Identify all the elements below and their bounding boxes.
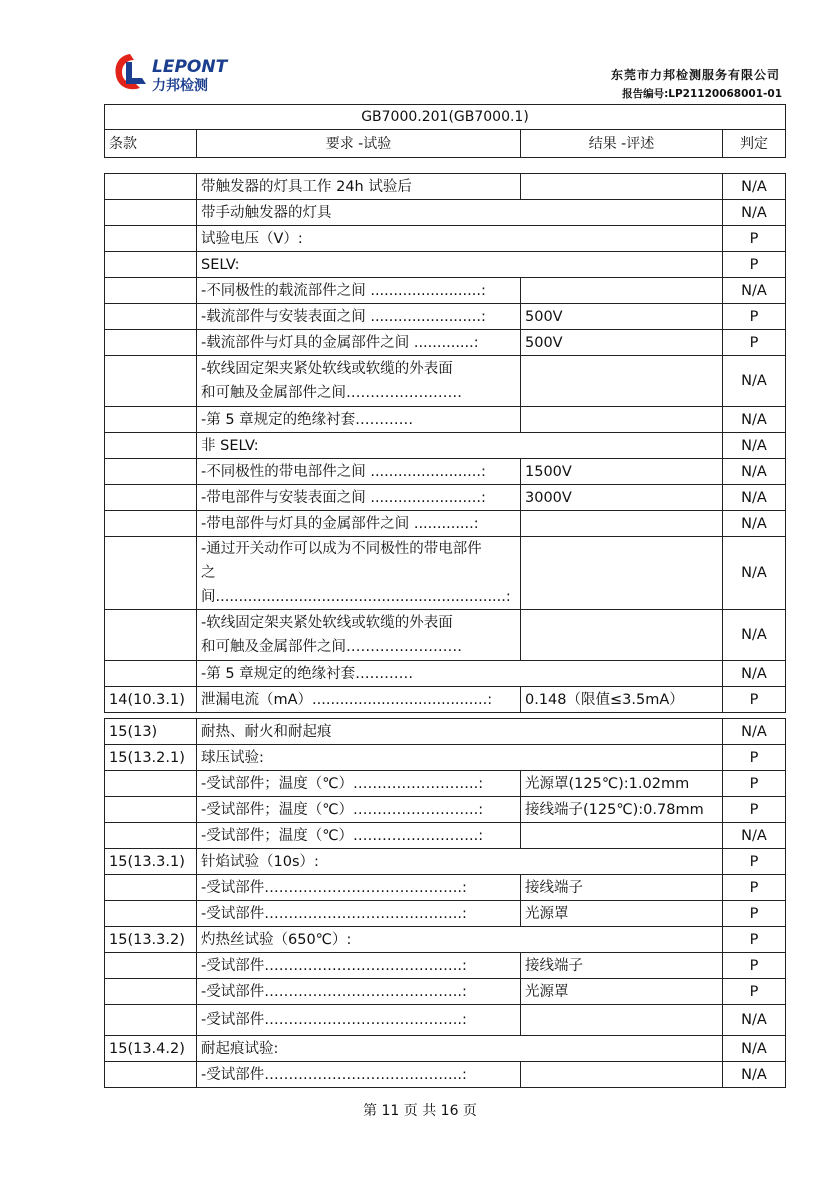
requirement-cell: SELV: — [197, 252, 723, 278]
verdict-cell: P — [723, 745, 786, 771]
requirement-cell: -不同极性的带电部件之间 ........................: — [197, 459, 521, 485]
result-cell — [521, 511, 723, 537]
verdict-cell: N/A — [723, 407, 786, 433]
test-table-2 — [104, 718, 786, 1088]
result-cell: 光源罩 — [521, 901, 723, 927]
clause-cell — [105, 1062, 197, 1088]
verdict-cell: N/A — [723, 174, 786, 200]
requirement-cell: 灼热丝试验（650℃）: — [197, 927, 723, 953]
requirement-line: -软线固定架夹紧处软线或软缆的外表面 — [201, 361, 453, 377]
clause-cell — [105, 304, 197, 330]
table-row — [105, 200, 786, 226]
clause-cell — [105, 459, 197, 485]
verdict-cell: N/A — [723, 278, 786, 304]
requirement-line: 和可触及金属部件之间…………………… — [201, 639, 462, 655]
verdict-cell: N/A — [723, 719, 786, 745]
requirement-line: 和可触及金属部件之间…………………… — [201, 385, 462, 401]
table-row — [105, 687, 786, 713]
requirement-cell: 带手动触发器的灯具 — [197, 200, 723, 226]
clause-cell — [105, 610, 197, 661]
clause-cell: 14(10.3.1) — [105, 687, 197, 713]
table-row — [105, 485, 786, 511]
requirement-cell: -受试部件…………………………………..: — [197, 979, 521, 1005]
table-row — [105, 953, 786, 979]
requirement-cell: -带电部件与安装表面之间 ........................: — [197, 485, 521, 511]
result-cell: 500V — [521, 304, 723, 330]
verdict-cell: P — [723, 953, 786, 979]
verdict-cell: P — [723, 226, 786, 252]
standard-title: GB7000.201(GB7000.1) — [105, 105, 786, 130]
clause-cell — [105, 1005, 197, 1036]
requirement-cell: -载流部件与安装表面之间 ........................: — [197, 304, 521, 330]
table-row — [105, 927, 786, 953]
requirement-cell: -受试部件…………………………………..: — [197, 953, 521, 979]
clause-cell — [105, 252, 197, 278]
clause-cell — [105, 823, 197, 849]
col-verdict: 判定 — [723, 130, 786, 158]
requirement-cell: 试验电压（V）: — [197, 226, 723, 252]
result-cell — [521, 823, 723, 849]
verdict-cell: P — [723, 252, 786, 278]
clause-cell: 15(13) — [105, 719, 197, 745]
requirement-cell: 泄漏电流（mA）......................................: — [197, 687, 521, 713]
table-row — [105, 433, 786, 459]
result-cell: 接线端子(125℃):0.78mm — [521, 797, 723, 823]
clause-cell: 15(13.2.1) — [105, 745, 197, 771]
clause-cell — [105, 979, 197, 1005]
result-cell — [521, 278, 723, 304]
header-table — [104, 104, 786, 158]
requirement-cell: 非 SELV: — [197, 433, 723, 459]
verdict-cell: N/A — [723, 1036, 786, 1062]
table-row — [105, 745, 786, 771]
table-row — [105, 1005, 786, 1036]
table-row — [105, 979, 786, 1005]
clause-cell — [105, 356, 197, 407]
company-name: 东莞市力邦检测服务有限公司 — [610, 68, 780, 82]
table-row — [105, 1036, 786, 1062]
result-cell — [521, 1005, 723, 1036]
requirement-cell: -不同极性的载流部件之间 ........................: — [197, 278, 521, 304]
clause-cell — [105, 174, 197, 200]
col-requirement: 要求 -试验 — [197, 130, 521, 158]
result-cell: 光源罩(125℃):1.02mm — [521, 771, 723, 797]
verdict-cell: N/A — [723, 823, 786, 849]
verdict-cell: N/A — [723, 610, 786, 661]
requirement-cell: -带电部件与灯具的金属部件之间 .............: — [197, 511, 521, 537]
result-cell: 500V — [521, 330, 723, 356]
verdict-cell: P — [723, 875, 786, 901]
result-cell: 1500V — [521, 459, 723, 485]
table-row — [105, 719, 786, 745]
requirement-cell: -受试部件…………………………………..: — [197, 875, 521, 901]
clause-cell — [105, 901, 197, 927]
page-footer: 第 11 页 共 16 页 — [363, 1103, 477, 1119]
clause-cell — [105, 278, 197, 304]
result-cell: 接线端子 — [521, 953, 723, 979]
result-cell: 接线端子 — [521, 875, 723, 901]
requirement-cell: 带触发器的灯具工作 24h 试验后 — [197, 174, 521, 200]
result-cell — [521, 1062, 723, 1088]
clause-cell: 15(13.3.1) — [105, 849, 197, 875]
clause-cell — [105, 200, 197, 226]
logo-text: LEPONT — [152, 57, 228, 77]
result-cell: 光源罩 — [521, 979, 723, 1005]
clause-cell — [105, 407, 197, 433]
verdict-cell: P — [723, 927, 786, 953]
clause-cell: 15(13.4.2) — [105, 1036, 197, 1062]
result-cell — [521, 537, 723, 610]
table-row — [105, 356, 786, 407]
requirement-line: 之间...............................................................: — [201, 565, 511, 605]
table-row — [105, 771, 786, 797]
clause-cell — [105, 771, 197, 797]
table-row — [105, 407, 786, 433]
table-row — [105, 174, 786, 200]
verdict-cell: P — [723, 797, 786, 823]
requirement-cell: -受试部件…………………………………..: — [197, 1005, 521, 1036]
table-row — [105, 849, 786, 875]
table-row — [105, 537, 786, 610]
verdict-cell: P — [723, 330, 786, 356]
requirement-cell: 针焰试验（10s）: — [197, 849, 723, 875]
table-row — [105, 875, 786, 901]
requirement-cell — [197, 610, 521, 661]
clause-cell — [105, 226, 197, 252]
verdict-cell: P — [723, 849, 786, 875]
table-row — [105, 1062, 786, 1088]
col-clause: 条款 — [105, 130, 197, 158]
requirement-cell: 球压试验: — [197, 745, 723, 771]
verdict-cell: N/A — [723, 1005, 786, 1036]
test-table-1 — [104, 173, 786, 713]
clause-cell: 15(13.3.2) — [105, 927, 197, 953]
table-row — [105, 226, 786, 252]
requirement-cell: 耐起痕试验: — [197, 1036, 723, 1062]
table-row — [105, 823, 786, 849]
verdict-cell: N/A — [723, 661, 786, 687]
requirement-cell: -受试部件…………………………………..: — [197, 901, 521, 927]
result-cell — [521, 174, 723, 200]
table-row — [105, 901, 786, 927]
requirement-cell: -受试部件；温度（℃）……………………..: — [197, 771, 521, 797]
table-row — [105, 610, 786, 661]
requirement-cell — [197, 537, 521, 610]
result-cell: 0.148（限值≤3.5mA） — [521, 687, 723, 713]
clause-cell — [105, 330, 197, 356]
verdict-cell: N/A — [723, 459, 786, 485]
table-row — [105, 278, 786, 304]
requirement-cell: -第 5 章规定的绝缘衬套………… — [197, 407, 521, 433]
result-cell: 3000V — [521, 485, 723, 511]
requirement-cell: 耐热、耐火和耐起痕 — [197, 719, 723, 745]
requirement-cell: -受试部件；温度（℃）……………………..: — [197, 823, 521, 849]
requirement-cell: -受试部件…………………………………..: — [197, 1062, 521, 1088]
verdict-cell: N/A — [723, 511, 786, 537]
table-row — [105, 459, 786, 485]
result-cell — [521, 356, 723, 407]
verdict-cell: P — [723, 687, 786, 713]
clause-cell — [105, 661, 197, 687]
requirement-cell: -载流部件与灯具的金属部件之间 .............: — [197, 330, 521, 356]
col-result: 结果 -评述 — [521, 130, 723, 158]
report-number: 报告编号:LP21120068001-01 — [622, 88, 782, 100]
requirement-cell: -受试部件；温度（℃）……………………..: — [197, 797, 521, 823]
result-cell — [521, 610, 723, 661]
requirement-cell: -第 5 章规定的绝缘衬套………… — [197, 661, 723, 687]
table-row — [105, 304, 786, 330]
table-row — [105, 330, 786, 356]
verdict-cell: N/A — [723, 485, 786, 511]
table-row — [105, 511, 786, 537]
clause-cell — [105, 875, 197, 901]
table-row — [105, 661, 786, 687]
verdict-cell: N/A — [723, 200, 786, 226]
lepont-logo — [112, 50, 272, 96]
verdict-cell: N/A — [723, 537, 786, 610]
clause-cell — [105, 953, 197, 979]
logo-subtext: 力邦检测 — [152, 78, 208, 94]
verdict-cell: P — [723, 771, 786, 797]
clause-cell — [105, 537, 197, 610]
clause-cell — [105, 433, 197, 459]
verdict-cell: P — [723, 304, 786, 330]
clause-cell — [105, 485, 197, 511]
requirement-line: -软线固定架夹紧处软线或软缆的外表面 — [201, 615, 453, 631]
table-row — [105, 252, 786, 278]
verdict-cell: N/A — [723, 356, 786, 407]
requirement-line: -通过开关动作可以成为不同极性的带电部件 — [201, 541, 482, 557]
verdict-cell: N/A — [723, 433, 786, 459]
verdict-cell: N/A — [723, 1062, 786, 1088]
clause-cell — [105, 797, 197, 823]
result-cell — [521, 407, 723, 433]
verdict-cell: P — [723, 901, 786, 927]
clause-cell — [105, 511, 197, 537]
requirement-cell — [197, 356, 521, 407]
table-row — [105, 797, 786, 823]
verdict-cell: P — [723, 979, 786, 1005]
